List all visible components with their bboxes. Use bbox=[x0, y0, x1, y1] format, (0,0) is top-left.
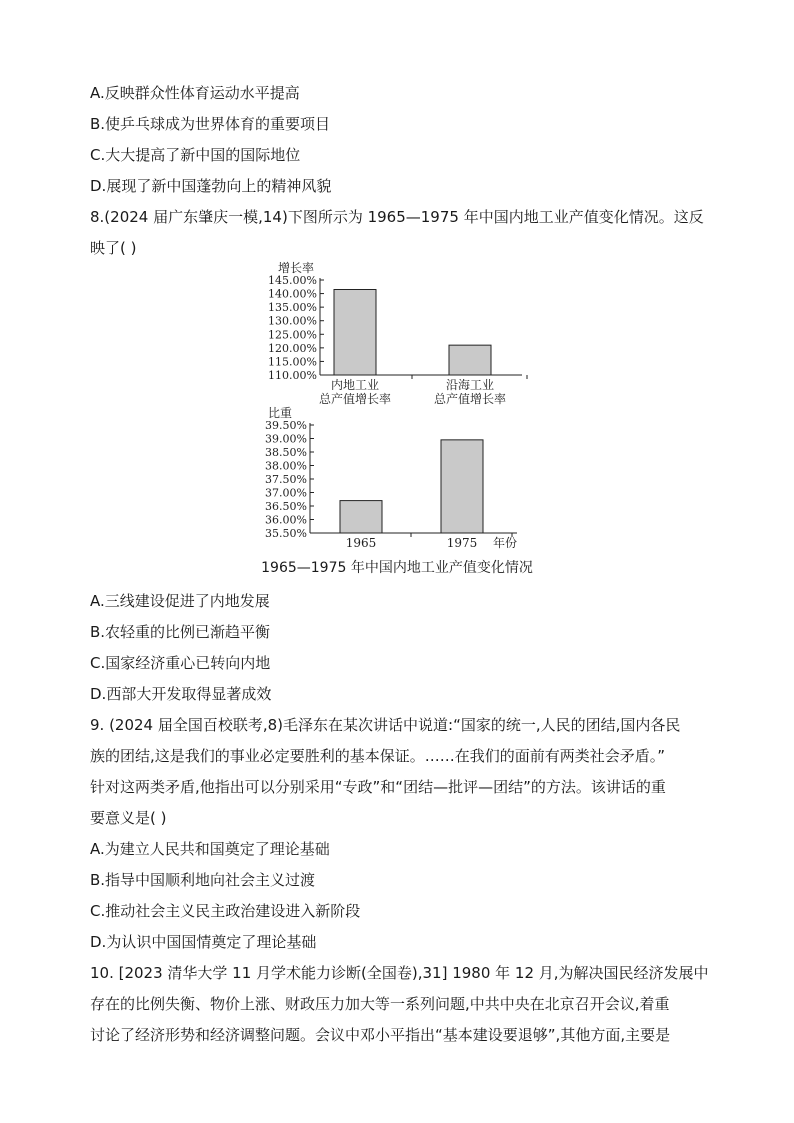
chart-growth-rate bbox=[260, 260, 530, 406]
x-tick-label: 总产值增长率 bbox=[318, 392, 392, 406]
y-tick-label: 39.00% bbox=[265, 432, 307, 446]
text-line: A.反映群众性体育运动水平提高 bbox=[90, 84, 300, 102]
text-line: C.大大提高了新中国的国际地位 bbox=[90, 146, 301, 164]
y-tick-label: 120.00% bbox=[268, 341, 317, 355]
text-line: B.使乒乓球成为世界体育的重要项目 bbox=[90, 115, 331, 133]
y-tick-label: 39.50% bbox=[265, 419, 307, 432]
y-tick-label: 130.00% bbox=[268, 314, 317, 328]
question-9-text: 族的团结,这是我们的事业必定要胜利的基本保证。……在我们的面前有两类社会矛盾。” bbox=[90, 747, 666, 765]
y-tick-label: 135.00% bbox=[268, 301, 317, 315]
text-line: C.推动社会主义民主政治建设进入新阶段 bbox=[90, 902, 361, 920]
text-line: D.展现了新中国蓬勃向上的精神风貌 bbox=[90, 177, 332, 195]
x-tick-label: 1975 bbox=[446, 536, 478, 550]
question-10-text: 10. [2023 清华大学 11 月学术能力诊断(全国卷),31] 1980 年 12 月,为解决国民经济发展中 bbox=[90, 964, 709, 982]
question-8-text: 映了( ) bbox=[90, 239, 137, 257]
question-9-text: 要意义是( ) bbox=[90, 809, 167, 827]
y-tick-label: 38.50% bbox=[265, 446, 307, 459]
y-tick-label: 115.00% bbox=[268, 355, 317, 369]
y-tick-label: 35.50% bbox=[265, 527, 307, 540]
y-tick-label: 145.00% bbox=[268, 274, 317, 287]
y-axis-label: 比重 bbox=[268, 406, 293, 420]
x-axis-label: 年份 bbox=[493, 536, 518, 550]
y-tick-label: 36.50% bbox=[265, 500, 307, 513]
x-tick-label: 内地工业 bbox=[330, 378, 380, 392]
y-tick-label: 110.00% bbox=[268, 369, 317, 382]
bar bbox=[449, 345, 491, 375]
text-line: C.国家经济重心已转向内地 bbox=[90, 654, 271, 672]
text-line: B.农轻重的比例已渐趋平衡 bbox=[90, 623, 271, 641]
y-axis-label: 增长率 bbox=[278, 261, 315, 275]
y-tick-label: 36.00% bbox=[265, 513, 307, 527]
question-10-text: 讨论了经济形势和经济调整问题。会议中邓小平指出“基本建设要退够”,其他方面,主要是 bbox=[90, 1026, 671, 1044]
text-line: D.西部大开发取得显著成效 bbox=[90, 685, 272, 703]
text-line: D.为认识中国国情奠定了理论基础 bbox=[90, 933, 317, 951]
question-8-text: 8.(2024 届广东肇庆一模,14)下图所示为 1965—1975 年中国内地工业产值变化情况。这反 bbox=[90, 208, 704, 226]
y-tick-label: 37.00% bbox=[265, 486, 307, 500]
bar bbox=[340, 501, 382, 533]
chart-caption: 1965—1975 年中国内地工业产值变化情况 bbox=[261, 560, 533, 576]
bar bbox=[334, 290, 376, 376]
text-line: A.三线建设促进了内地发展 bbox=[90, 592, 270, 610]
y-tick-label: 125.00% bbox=[268, 328, 317, 342]
text-line: A.为建立人民共和国奠定了理论基础 bbox=[90, 840, 330, 858]
question-10-text: 存在的比例失衡、物价上涨、财政压力加大等一系列问题,中共中央在北京召开会议,着重 bbox=[90, 995, 670, 1013]
x-tick-label: 总产值增长率 bbox=[433, 392, 507, 406]
bar bbox=[441, 440, 483, 533]
x-tick-label: 沿海工业 bbox=[445, 378, 495, 392]
chart-share bbox=[255, 405, 535, 553]
question-9-text: 9. (2024 届全国百校联考,8)毛泽东在某次讲话中说道:“国家的统一,人民的团结,国内各民 bbox=[90, 716, 681, 734]
x-tick-label: 1965 bbox=[345, 536, 377, 550]
y-tick-label: 140.00% bbox=[268, 287, 317, 301]
y-tick-label: 38.00% bbox=[265, 459, 307, 473]
text-line: B.指导中国顺利地向社会主义过渡 bbox=[90, 871, 316, 889]
question-9-text: 针对这两类矛盾,他指出可以分别采用“专政”和“团结—批评—团结”的方法。该讲话的重 bbox=[90, 778, 666, 796]
y-tick-label: 37.50% bbox=[265, 473, 307, 486]
